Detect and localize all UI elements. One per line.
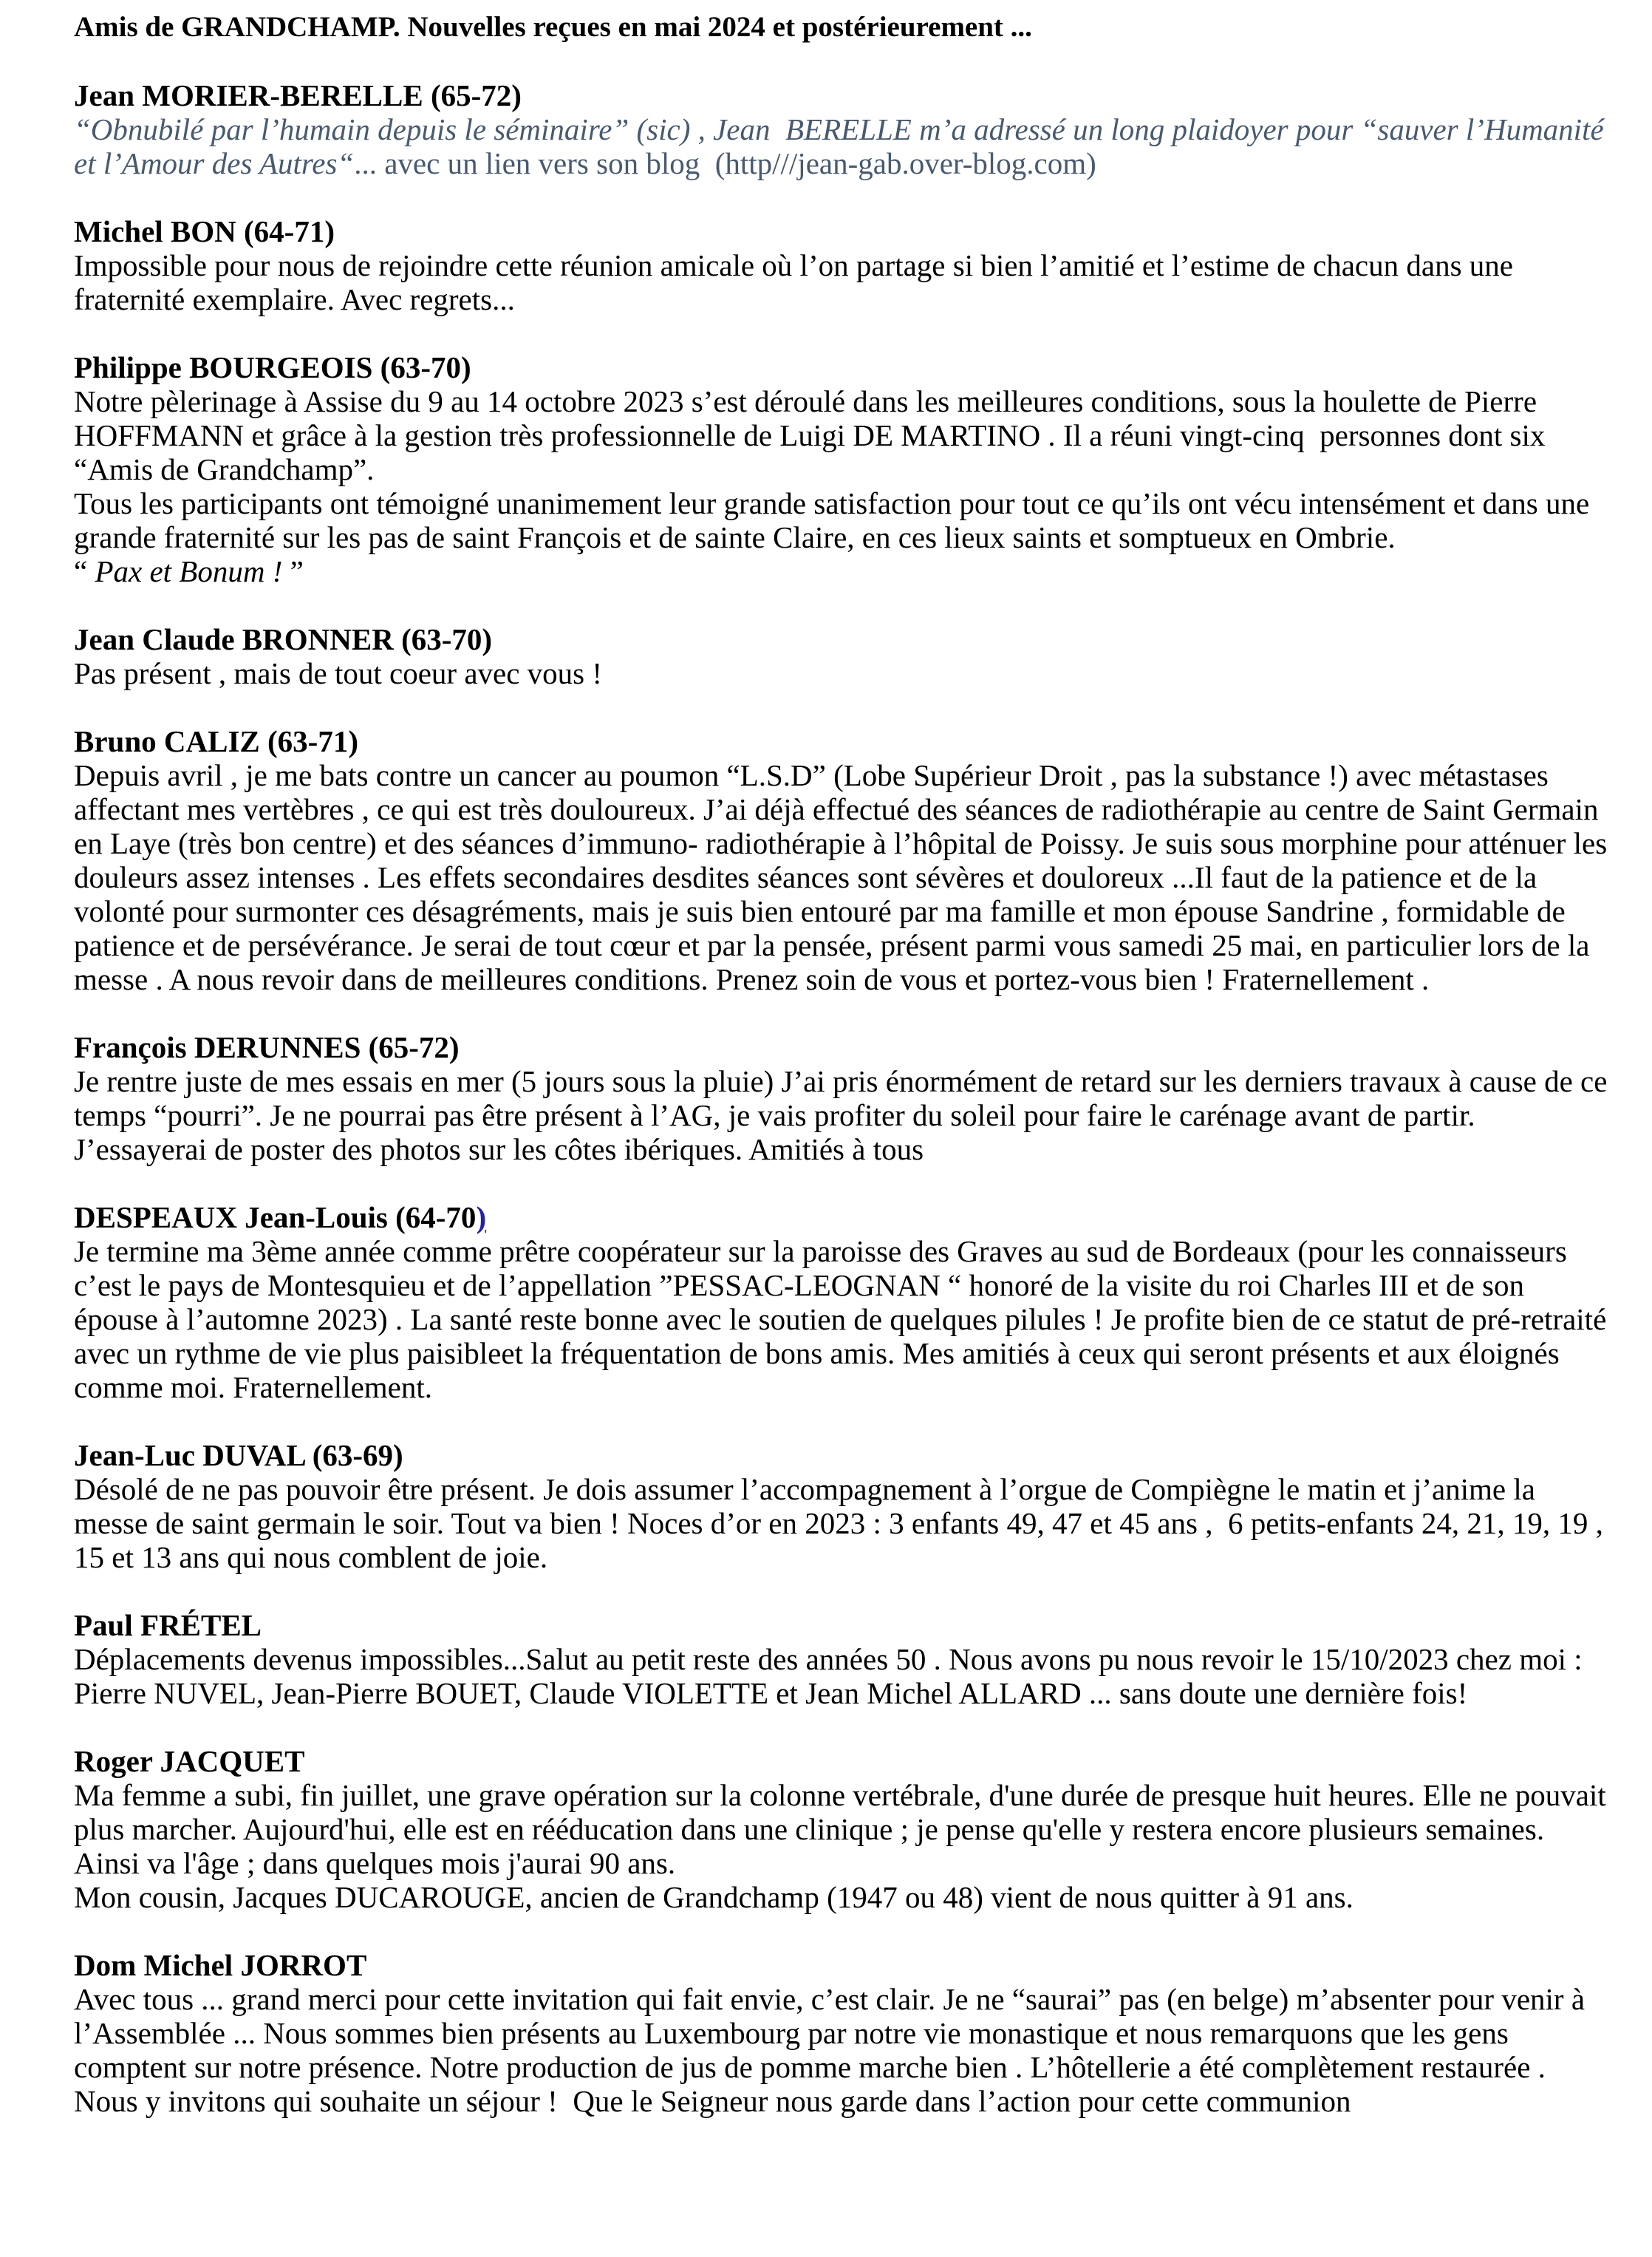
text-segment: Pas présent , mais de tout coeur avec vous ! [74,656,603,690]
entry-paragraph [74,486,1614,554]
text-segment: Roger JACQUET [74,1744,305,1778]
entry-paragraph [74,1778,1614,1880]
entry [74,78,1619,180]
entry-body [74,1472,1614,1574]
entry-paragraph [74,1982,1614,2118]
text-segment: “Obnubilé par l’humain depuis le séminaire” (sic) , Jean BERELLE m’a adressé un long plaidoyer pour “sauver l’Humanité et l’Amour des Autres“ [74,112,1619,180]
entry-paragraph [74,112,1619,180]
entry-heading [74,1438,1614,1472]
entry-body [74,758,1614,996]
text-segment: Ma femme a subi, fin juillet, une grave opération sur la colonne vertébrale, d'une durée de presque huit heures. Elle ne pouvait plus marcher. Aujourd'hui, elle est en rééducation dans une clinique ; je pense qu'elle y restera encore plusieurs semaines. Ainsi va l'âge ; dans quelques mois j'aurai 90 ans. [74,1778,1614,1880]
entry-heading [74,1608,1614,1642]
text-segment: Notre pèlerinage à Assise du 9 au 14 octobre 2023 s’est déroulé dans les meilleures conditions, sous la houlette de Pierre HOFFMANN et grâce à la gestion très professionnelle de Luigi DE MARTINO . Il a réuni vingt-cinq personnes dont six “Amis de Grandchamp”. [74,384,1553,486]
entry-body [74,384,1614,588]
entry [74,350,1614,588]
entry-heading [74,1030,1614,1064]
entry [74,724,1614,996]
entry-heading [74,1744,1614,1778]
entry-paragraph [74,384,1614,486]
entry-heading [74,1948,1614,1982]
text-segment: Michel BON (64-71) [74,214,335,248]
text-segment: Bruno CALIZ (63-71) [74,724,358,758]
text-segment: Dom Michel JORROT [74,1948,367,1982]
document-title: Amis de GRANDCHAMP. Nouvelles reçues en mai 2024 et postérieurement ... [74,11,1032,43]
entry-body [74,1064,1614,1166]
entry-paragraph [74,656,1614,690]
entry-paragraph [74,1064,1614,1166]
entry-paragraph [74,554,1614,588]
entry-heading [74,350,1614,384]
entry-heading [74,1200,1614,1234]
text-segment: François DERUNNES (65-72) [74,1030,460,1064]
text-segment: Jean-Luc DUVAL (63-69) [74,1438,403,1472]
text-segment: Jean MORIER-BERELLE (65-72) [74,78,522,112]
entry-paragraph [74,1234,1614,1404]
entry-body [74,248,1614,316]
entry-body [74,1982,1614,2118]
entry-body [74,1642,1614,1710]
text-segment: ” [282,554,304,588]
link-fragment[interactable]: ) [476,1200,487,1234]
entry-paragraph [74,758,1614,996]
text-segment: Jean Claude BRONNER (63-70) [74,622,493,656]
entry [74,214,1614,316]
entry [74,1030,1614,1166]
text-segment: Désolé de ne pas pouvoir être présent. Je dois assumer l’accompagnement à l’orgue de Compiègne le matin et j’anime la messe de saint germain le soir. Tout va bien ! Noces d’or en 2023 : 3 enfants 49, 47 et 45 ans , 6 petits-enfants 24, 21, 19, 19 , 15 et 13 ans qui nous comblent de joie. [74,1472,1611,1574]
text-segment: Tous les participants ont témoigné unanimement leur grande satisfaction pour tout ce qu’ils ont vécu intensément et dans une grande fraternité sur les pas de saint François et de sainte Claire, en ces lieux saints et somptueux en Ombrie. [74,486,1597,554]
text-segment: Paul FRÉTEL [74,1608,262,1642]
entry [74,1438,1614,1574]
entry [74,622,1614,690]
entry-paragraph [74,1472,1614,1574]
entry [74,1744,1614,1914]
text-segment: Avec tous ... grand merci pour cette invitation qui fait envie, c’est clair. Je ne “saurai” pas (en belge) m’absenter pour venir à l’Assemblée ... Nous sommes bien présents au Luxembourg par notre vie monastique et nous remarquons que les gens comptent sur notre présence. Notre production de jus de pomme marche bien . L’hôtellerie a été complètement restaurée . Nous y invitons qui souhaite un séjour ! Que le Seigneur nous garde dans l’action pour cette communion [74,1982,1593,2118]
text-segment: Impossible pour nous de rejoindre cette réunion amicale où l’on partage si bien l’amitié et l’estime de chacun dans une fraternité exemplaire. Avec regrets... [74,248,1521,316]
text-segment: Je termine ma 3ème année comme prêtre coopérateur sur la paroisse des Graves au sud de Bordeaux (pour les connaisseurs c’est le pays de Montesquieu et de l’appellation ”PESSAC-LEOGNAN “ honoré de la visite du roi Charles III et de son épouse à l’automne 2023) . La santé reste bonne avec le soutien de quelques pilules ! Je profite bien de ce statut de pré-retraité avec un rythme de vie plus paisibleet la fréquentation de bons amis. Mes amitiés à ceux qui seront présents et aux éloignés comme moi. Fraternellement. [74,1234,1614,1404]
text-segment: Déplacements devenus impossibles...Salut au petit reste des années 50 . Nous avons pu nous revoir le 15/10/2023 chez moi : Pierre NUVEL, Jean-Pierre BOUET, Claude VIOLETTE et Jean Michel ALLARD ... sans doute une dernière fois! [74,1642,1590,1710]
entry [74,1948,1614,2118]
entry-heading [74,214,1614,248]
entry-heading [74,724,1614,758]
entry-body [74,1234,1614,1404]
entry-body [74,1778,1614,1914]
text-segment: Mon cousin, Jacques DUCAROUGE, ancien de Grandchamp (1947 ou 48) vient de nous quitter à 91 ans. [74,1880,1354,1914]
entry-heading [74,78,1614,112]
text-segment: “ [74,554,95,588]
entry [74,1608,1614,1710]
entry [74,1200,1614,1404]
entry-paragraph [74,248,1614,316]
entry-heading [74,622,1614,656]
text-segment: Pax et Bonum ! [95,554,283,588]
text-segment: DESPEAUX Jean-Louis (64-70 [74,1200,477,1234]
entry-body [74,112,1619,180]
text-segment: Philippe BOURGEOIS (63-70) [74,350,471,384]
text-segment: Depuis avril , je me bats contre un cancer au poumon “L.S.D” (Lobe Supérieur Droit , pas la substance !) avec métastases affectant mes vertèbres , ce qui est très douloureux. J’ai déjà effectué des séances de radiothérapie au centre de Saint Germain en Laye (très bon centre) et des séances d’immuno- radiothérapie à l’hôpital de Poissy. Je suis sous morphine pour atténuer les douleurs assez intenses . Les effets secondaires desdites séances sont sévères et douloreux ...Il faut de la patience et de la volonté pour surmonter ces désagréments, mais je suis bien entouré par ma famille et mon épouse Sandrine , formidable de patience et de persévérance. Je serai de tout cœur et par la pensée, présent parmi vous samedi 25 mai, en particulier lors de la messe . A nous revoir dans de meilleures conditions. Prenez soin de vous et portez-vous bien ! Fraternellement . [74,758,1615,996]
text-segment: ... avec un lien vers son blog (http///jean-gab.over-blog.com) [354,146,1096,180]
entries-list [74,78,1619,2118]
text-segment: Je rentre juste de mes essais en mer (5 jours sous la pluie) J’ai pris énormément de retard sur les derniers travaux à cause de ce temps “pourri”. Je ne pourrai pas être présent à l’AG, je vais profiter du soleil pour faire le carénage avant de partir. J’essayerai de poster des photos sur les côtes ibériques. Amitiés à tous [74,1064,1615,1166]
entry-body [74,656,1614,690]
entry-paragraph [74,1642,1614,1710]
entry-paragraph [74,1880,1614,1914]
